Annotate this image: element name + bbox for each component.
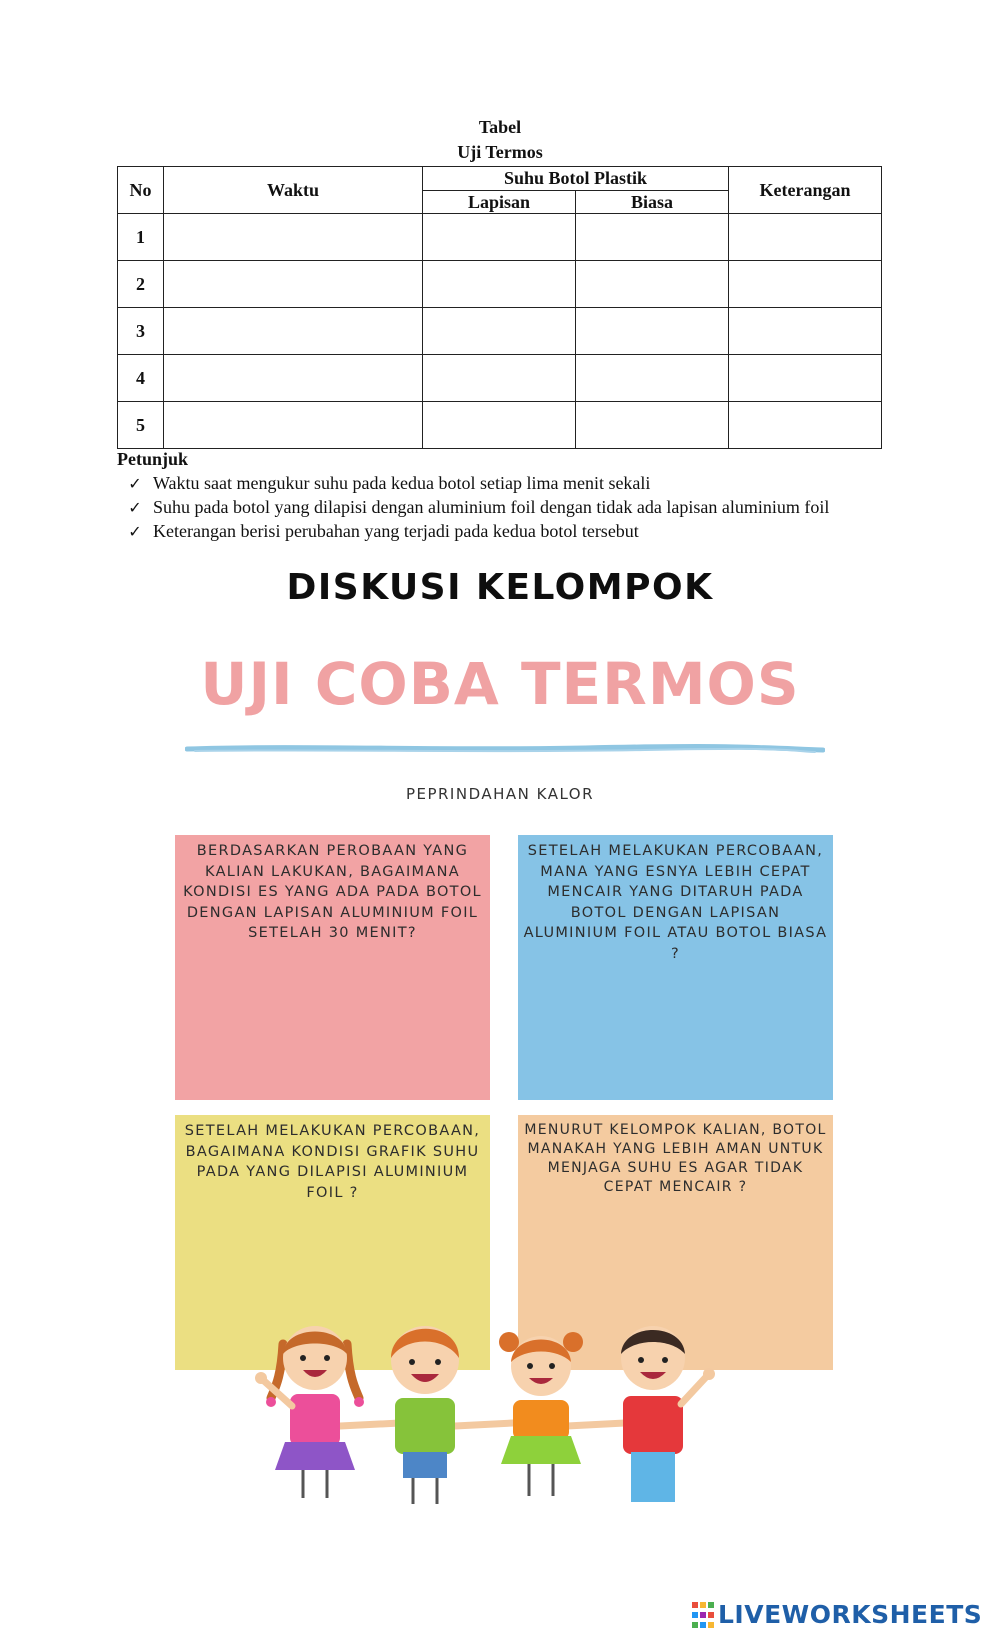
- cell-lapisan[interactable]: [423, 355, 576, 402]
- cell-lapisan[interactable]: [423, 402, 576, 449]
- cell-lapisan[interactable]: [423, 308, 576, 355]
- cell-keterangan[interactable]: [729, 355, 882, 402]
- cell-keterangan[interactable]: [729, 214, 882, 261]
- header-waktu: Waktu: [164, 167, 423, 214]
- header-lapisan: Lapisan: [423, 191, 576, 214]
- header-keterangan: Keterangan: [729, 167, 882, 214]
- table-row: [118, 308, 882, 355]
- header-biasa: Biasa: [576, 191, 729, 214]
- table-caption-subtitle: Uji Termos: [457, 142, 543, 162]
- cell-waktu[interactable]: [164, 308, 423, 355]
- row-number: 5: [118, 402, 164, 449]
- row-number: 2: [118, 261, 164, 308]
- check-icon: ✓: [128, 522, 142, 541]
- kid-boy-red: [621, 1326, 715, 1502]
- list-item: [117, 495, 829, 519]
- cell-lapisan[interactable]: [423, 261, 576, 308]
- cell-waktu[interactable]: [164, 261, 423, 308]
- cell-waktu[interactable]: [164, 402, 423, 449]
- row-number: 1: [118, 214, 164, 261]
- liveworksheets-logo: [692, 1600, 982, 1629]
- check-icon: ✓: [128, 474, 142, 493]
- kid-boy-green: [391, 1326, 459, 1504]
- question-card-blue: SETELAH MELAKUKAN PERCOBAAN, MANA YANG ESNYA LEBIH CEPAT MENCAIR YANG DITARUH PADA BOTOL DENGAN LAPISAN ALUMINIUM FOIL ATAU BOTOL BIASA ?: [518, 835, 833, 1100]
- petunjuk-heading: Petunjuk: [117, 449, 189, 469]
- uji-coba-termos-title: UJI COBA TERMOS: [200, 650, 800, 718]
- cell-biasa[interactable]: [576, 402, 729, 449]
- diskusi-kelompok-title: DISKUSI KELOMPOK: [286, 567, 714, 608]
- list-item: [117, 471, 829, 495]
- cell-lapisan[interactable]: [423, 214, 576, 261]
- table-row: [118, 261, 882, 308]
- table-row: [118, 355, 882, 402]
- table-row: [118, 214, 882, 261]
- cell-biasa[interactable]: [576, 308, 729, 355]
- table-caption-title: Tabel: [478, 117, 522, 137]
- brush-stroke-divider: [185, 742, 825, 756]
- question-card-pink: BERDASARKAN PEROBAAN YANG KALIAN LAKUKAN, BAGAIMANA KONDISI ES YANG ADA PADA BOTOL DENGAN LAPISAN ALUMINIUM FOIL SETELAH 30 MENIT?: [175, 835, 490, 1100]
- liveworksheets-logo-icon: [692, 1602, 714, 1628]
- header-no: No: [118, 167, 164, 214]
- kids-illustration: [245, 1318, 745, 1510]
- cell-biasa[interactable]: [576, 261, 729, 308]
- cell-keterangan[interactable]: [729, 308, 882, 355]
- kid-girl-orange: [499, 1332, 583, 1496]
- header-suhu-botol: Suhu Botol Plastik: [423, 167, 729, 191]
- cell-waktu[interactable]: [164, 355, 423, 402]
- petunjuk-list: [117, 471, 829, 543]
- petunjuk-text: Suhu pada botol yang dilapisi dengan aluminium foil dengan tidak ada lapisan aluminium foil: [153, 497, 830, 517]
- kid-girl-pink: [255, 1326, 364, 1498]
- uji-termos-table: [117, 166, 882, 449]
- question-card-peach: MENURUT KELOMPOK KALIAN, BOTOL MANAKAH YANG LEBIH AMAN UNTUK MENJAGA SUHU ES AGAR TIDAK CEPAT MENCAIR ?: [518, 1115, 833, 1370]
- list-item: [117, 519, 829, 543]
- liveworksheets-logo-text: LIVEWORKSHEETS: [718, 1600, 983, 1629]
- cell-keterangan[interactable]: [729, 261, 882, 308]
- check-icon: ✓: [128, 498, 142, 517]
- petunjuk-text: Waktu saat mengukur suhu pada kedua botol setiap lima menit sekali: [153, 473, 651, 493]
- row-number: 4: [118, 355, 164, 402]
- cell-keterangan[interactable]: [729, 402, 882, 449]
- question-card-yellow: SETELAH MELAKUKAN PERCOBAAN, BAGAIMANA KONDISI GRAFIK SUHU PADA YANG DILAPISI ALUMINIUM FOIL ?: [175, 1115, 490, 1370]
- cell-biasa[interactable]: [576, 355, 729, 402]
- cell-biasa[interactable]: [576, 214, 729, 261]
- row-number: 3: [118, 308, 164, 355]
- subtitle-kalor: PEPRINDAHAN KALOR: [405, 785, 595, 803]
- cell-waktu[interactable]: [164, 214, 423, 261]
- table-row: [118, 402, 882, 449]
- petunjuk-text: Keterangan berisi perubahan yang terjadi pada kedua botol tersebut: [153, 521, 639, 541]
